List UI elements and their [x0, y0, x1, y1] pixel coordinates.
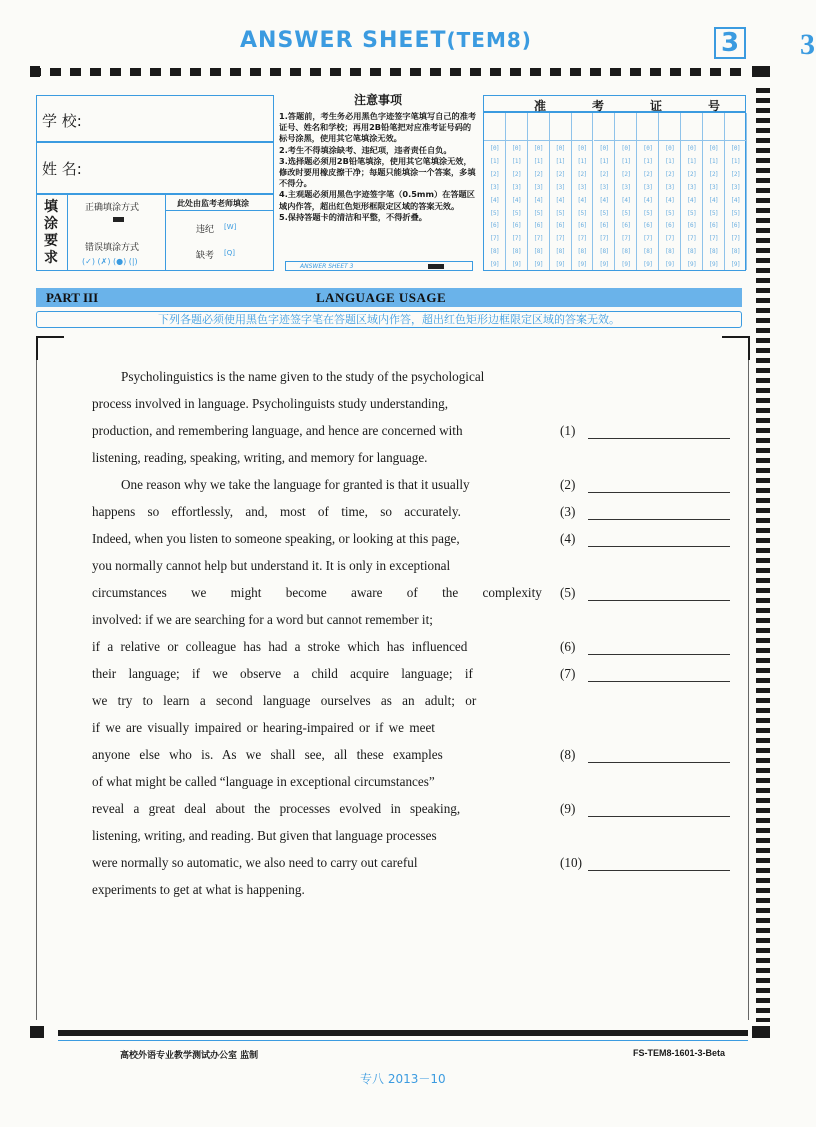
exam-id-bubble[interactable]: [2] — [665, 170, 675, 178]
exam-id-bubble[interactable]: [3] — [708, 183, 719, 191]
exam-id-column — [506, 113, 528, 270]
timing-track-top — [30, 68, 746, 76]
exam-id-bubble[interactable]: [4] — [708, 196, 719, 204]
exam-id-bubble[interactable]: [9] — [686, 261, 697, 269]
exam-id-bubble[interactable]: [0] — [599, 145, 609, 152]
notice-item-4: 4.主观题必须用黑色字迹签字笔（0.5mm）在答题区域内作答，超出红色矩形框限定区域的答案无效。 — [279, 189, 475, 211]
exam-id-bubble[interactable]: [6] — [643, 222, 653, 230]
exam-id-bubble[interactable]: [4] — [489, 196, 500, 204]
school-label: 学 校: — [42, 112, 82, 130]
exam-id-bubble[interactable]: [2] — [555, 170, 565, 178]
exam-id-digit-box[interactable] — [550, 113, 571, 141]
exam-id-bubble[interactable]: [2] — [730, 170, 741, 178]
answer-blank-8[interactable] — [588, 762, 730, 763]
passage-line-12: their language; if we observe a child acquire language; if — [92, 666, 473, 681]
wrong-fill-label: 错误填涂方式 — [85, 243, 140, 253]
exam-id-bubble[interactable]: [4] — [643, 196, 653, 204]
exam-id-bubble[interactable]: [2] — [489, 170, 500, 178]
exam-id-bubble[interactable]: [5] — [511, 209, 522, 217]
exam-id-bubble[interactable]: [6] — [511, 222, 522, 230]
exam-id-bubble[interactable]: [1] — [686, 157, 697, 165]
exam-id-bubble[interactable]: [4] — [730, 196, 741, 204]
exam-id-bubble[interactable]: [7] — [599, 235, 609, 243]
answer-blank-9[interactable] — [588, 816, 730, 817]
exam-id-char-3: 证 — [650, 99, 663, 113]
exam-id-bubble[interactable]: [8] — [599, 248, 609, 256]
exam-id-bubble[interactable]: [2] — [708, 170, 719, 178]
exam-id-bubble[interactable]: [6] — [599, 222, 609, 230]
passage-line-14: if we are visually impaired or hearing-impaired or if we meet — [92, 720, 435, 735]
exam-id-bubble[interactable]: [7] — [489, 235, 500, 243]
exam-id-bubble[interactable]: [1] — [577, 157, 587, 165]
blank-number-9: (9) — [560, 801, 576, 816]
exam-id-digit-box[interactable] — [681, 113, 702, 141]
exam-id-bubble[interactable]: [1] — [665, 157, 675, 165]
frame-corner-tr-v — [748, 336, 750, 360]
exam-id-bubble[interactable]: [2] — [643, 170, 653, 178]
answer-blank-1[interactable] — [588, 438, 730, 439]
answer-sheet-tag-text: ANSWER SHEET 3 — [300, 263, 354, 270]
exam-id-bubble[interactable]: [3] — [599, 183, 609, 191]
exam-id-bubble[interactable]: [6] — [489, 222, 500, 230]
timing-mark-bottom-left — [30, 1026, 44, 1038]
exam-id-column — [681, 113, 703, 270]
exam-id-bubble[interactable]: [1] — [643, 157, 653, 165]
exam-id-bubble[interactable]: [8] — [555, 248, 565, 256]
passage-line-19: were normally so automatic, we also need to carry out careful — [92, 855, 418, 870]
exam-id-bubble[interactable]: [0] — [577, 145, 587, 152]
correct-fill-label: 正确填涂方式 — [85, 203, 140, 213]
blank-number-5: (5) — [560, 585, 576, 600]
passage-line-8: you normally cannot help but understand it. It is only in exceptional — [92, 558, 451, 573]
exam-id-digit-box[interactable] — [594, 113, 615, 141]
title-suffix: (TEM8) — [446, 28, 532, 52]
exam-id-bubble[interactable]: [9] — [533, 261, 543, 269]
exam-id-bubble[interactable]: [6] — [665, 222, 675, 230]
exam-id-bubble[interactable]: [1] — [511, 157, 522, 165]
exam-id-digit-box[interactable] — [615, 113, 636, 141]
absent-bubble[interactable]: [Q] — [224, 249, 235, 257]
blank-number-1: (1) — [560, 423, 576, 438]
proctor-label: 此处由监考老师填涂 — [177, 199, 249, 208]
blank-number-7: (7) — [560, 666, 576, 681]
timing-track-right — [756, 88, 770, 1022]
answer-blank-10[interactable] — [588, 870, 730, 871]
exam-id-bubble[interactable]: [5] — [621, 209, 631, 217]
blank-number-4: (4) — [560, 531, 576, 546]
exam-id-bubble[interactable]: [6] — [730, 222, 741, 230]
exam-id-bubble[interactable]: [9] — [708, 261, 719, 269]
notice-item-1: 1.答题前，考生务必用黑色字迹签字笔填写自己的准考证号、姓名和学校；再用2B铅笔把对应准考证号码的标号涂黑，使用其它笔填涂无效。 — [279, 111, 477, 144]
exam-id-bubble[interactable]: [3] — [643, 183, 653, 191]
exam-id-bubble[interactable]: [8] — [577, 248, 587, 256]
exam-id-bubble[interactable]: [3] — [730, 183, 741, 191]
exam-id-bubble[interactable]: [4] — [621, 196, 631, 204]
exam-id-bubble[interactable]: [2] — [577, 170, 587, 178]
exam-id-column — [594, 113, 616, 270]
exam-id-bubble[interactable]: [0] — [730, 145, 741, 152]
violation-bubble[interactable]: [W] — [224, 223, 237, 231]
exam-id-bubble[interactable]: [0] — [555, 145, 565, 152]
title-number: 3 — [800, 28, 816, 61]
exam-id-column — [659, 113, 681, 270]
exam-id-bubble[interactable]: [9] — [577, 261, 587, 269]
blank-number-10: (10) — [560, 855, 582, 870]
absent-label: 缺考 — [196, 251, 215, 261]
exam-id-bubble[interactable]: [1] — [489, 157, 500, 165]
blank-number-3: (3) — [560, 504, 576, 519]
exam-id-digit-box[interactable] — [637, 113, 658, 141]
exam-id-bubble[interactable]: [5] — [686, 209, 697, 217]
exam-id-bubble[interactable]: [8] — [708, 248, 719, 256]
exam-id-bubble[interactable]: [7] — [577, 235, 587, 243]
exam-id-column — [725, 113, 747, 270]
exam-id-bubble[interactable]: [6] — [621, 222, 631, 230]
part-title: LANGUAGE USAGE — [316, 290, 447, 305]
passage-line-3: production, and remembering language, and hence are concerned with — [92, 423, 463, 438]
exam-id-grid — [483, 112, 746, 271]
notice-item-5: 5.保持答题卡的清洁和平整，不得折叠。 — [279, 211, 427, 222]
frame-corner-tl-v — [36, 336, 38, 360]
exam-id-bubble[interactable]: [7] — [686, 235, 697, 243]
exam-id-digit-box[interactable] — [506, 113, 527, 141]
blank-number-2: (2) — [560, 477, 576, 492]
exam-id-bubble[interactable]: [5] — [708, 209, 719, 217]
passage-line-10: involved: if we are searching for a word but cannot remember it; — [92, 612, 433, 627]
exam-id-bubble[interactable]: [8] — [621, 248, 631, 256]
exam-id-bubble[interactable]: [9] — [599, 261, 609, 269]
passage-line-20: experiments to get at what is happening. — [92, 882, 305, 897]
exam-id-digit-box[interactable] — [484, 113, 505, 141]
exam-id-bubble[interactable]: [1] — [730, 157, 741, 165]
timing-mark-bottom-right — [752, 1026, 770, 1038]
answer-blank-6[interactable] — [588, 654, 730, 655]
exam-id-bubble[interactable]: [5] — [665, 209, 675, 217]
exam-id-bubble[interactable]: [4] — [555, 196, 565, 204]
exam-id-bubble[interactable]: [1] — [533, 157, 543, 165]
blank-number-8: (8) — [560, 747, 576, 762]
exam-id-bubble[interactable]: [7] — [555, 235, 565, 243]
exam-id-bubble[interactable]: [4] — [511, 196, 522, 204]
exam-id-digit-box[interactable] — [528, 113, 549, 141]
notice-box — [279, 91, 477, 223]
exam-id-bubble[interactable]: [0] — [489, 145, 500, 152]
exam-id-bubble[interactable]: [2] — [621, 170, 631, 178]
exam-id-bubble[interactable]: [9] — [621, 261, 631, 269]
exam-id-bubble[interactable]: [6] — [555, 222, 565, 230]
exam-id-bubble[interactable]: [6] — [708, 222, 719, 230]
wrong-fill-samples: (✓) (✗) (●) (|) — [82, 257, 138, 266]
passage-line-7: Indeed, when you listen to someone speaking, or looking at this page, — [92, 531, 460, 546]
exam-id-bubble[interactable]: [9] — [511, 261, 522, 269]
exam-id-bubble[interactable]: [4] — [665, 196, 675, 204]
exam-id-bubble[interactable]: [8] — [665, 248, 675, 256]
exam-id-bubble[interactable]: [6] — [686, 222, 697, 230]
exam-id-bubble[interactable]: [8] — [511, 248, 522, 256]
exam-id-column — [637, 113, 659, 270]
exam-id-bubble[interactable]: [1] — [708, 157, 719, 165]
exam-id-char-2: 考 — [592, 99, 605, 113]
passage-line-4: listening, reading, speaking, writing, and memory for language. — [92, 450, 428, 465]
exam-id-column — [703, 113, 725, 270]
exam-id-bubble[interactable]: [4] — [577, 196, 587, 204]
exam-id-bubble[interactable]: [3] — [511, 183, 522, 191]
exam-id-bubble[interactable]: [4] — [686, 196, 697, 204]
exam-id-bubble[interactable]: [7] — [708, 235, 719, 243]
exam-id-bubble[interactable]: [7] — [643, 235, 653, 243]
notice-item-3: 3.选择题必须用2B铅笔填涂，使用其它笔填涂无效，修改时要用橡皮擦干净；每题只能填涂一个答案，多填不得分。 — [279, 155, 476, 189]
exam-id-bubble[interactable]: [5] — [489, 209, 500, 217]
frame-right-edge — [748, 360, 749, 1020]
sheet-title — [240, 28, 816, 62]
title-prefix: ANSWER SHEET — [240, 28, 447, 53]
exam-id-bubble[interactable]: [9] — [489, 261, 500, 269]
passage-line-5: One reason why we take the language for granted is that it usually — [121, 477, 470, 492]
exam-id-bubble[interactable]: [7] — [730, 235, 741, 243]
exam-id-bubble[interactable]: [0] — [708, 145, 719, 152]
sheet-mark — [428, 264, 444, 269]
bottom-bar — [58, 1030, 748, 1036]
exam-id-bubble[interactable]: [8] — [533, 248, 543, 256]
exam-id-bubble[interactable]: [8] — [686, 248, 697, 256]
exam-id-header — [483, 95, 746, 112]
passage-line-1: Psycholinguistics is the name given to the study of the psychological — [121, 369, 485, 384]
answer-blank-2[interactable] — [588, 492, 730, 493]
blank-number-6: (6) — [560, 639, 576, 654]
exam-id-column — [572, 113, 594, 270]
exam-id-bubble[interactable]: [0] — [533, 145, 543, 152]
answer-blank-5[interactable] — [588, 600, 730, 601]
exam-id-bubble[interactable]: [9] — [555, 261, 565, 269]
exam-id-column — [615, 113, 637, 270]
exam-id-bubble[interactable]: [1] — [599, 157, 609, 165]
exam-id-digit-box[interactable] — [659, 113, 680, 141]
passage-line-17: reveal a great deal about the processes evolved in speaking, — [92, 801, 461, 816]
exam-id-bubble[interactable]: [9] — [665, 261, 675, 269]
exam-id-bubble[interactable]: [0] — [511, 145, 522, 152]
exam-id-char-4: 号 — [708, 99, 721, 113]
answer-blank-3[interactable] — [588, 519, 730, 520]
part-instruction: 下列各题必须使用黑色字迹签字笔在答题区域内作答，超出红色矩形边框限定区域的答案无效。 — [36, 311, 742, 328]
exam-id-bubble[interactable]: [3] — [555, 183, 565, 191]
exam-id-bubble[interactable]: [3] — [686, 183, 697, 191]
notice-title: 注意事项 — [353, 93, 402, 107]
passage-line-9: circumstances we might become aware of the complexity — [92, 585, 542, 600]
exam-id-bubble[interactable]: [5] — [533, 209, 543, 217]
exam-id-bubble[interactable]: [0] — [621, 145, 631, 152]
frame-left-edge — [36, 360, 37, 1020]
exam-id-bubble[interactable]: [3] — [621, 183, 631, 191]
exam-id-column — [550, 113, 572, 270]
exam-id-bubble[interactable]: [6] — [577, 222, 587, 230]
answer-blank-4[interactable] — [588, 546, 730, 547]
exam-id-digit-box[interactable] — [572, 113, 593, 141]
exam-id-bubble[interactable]: [6] — [533, 222, 543, 230]
exam-id-bubble[interactable]: [0] — [643, 145, 653, 152]
passage-line-11: if a relative or colleague has had a stroke which has influenced — [92, 639, 468, 654]
exam-id-bubble[interactable]: [7] — [665, 235, 675, 243]
exam-id-bubble[interactable]: [4] — [599, 196, 609, 204]
timing-mark-top-right — [752, 66, 770, 77]
exam-id-bubble[interactable]: [0] — [686, 145, 697, 152]
exam-id-column — [528, 113, 550, 270]
frame-corner-tr — [722, 336, 750, 338]
passage-line-6: happens so effortlessly, and, most of time, so accurately. — [92, 504, 461, 519]
exam-id-column — [484, 113, 506, 270]
name-label: 姓 名: — [42, 160, 82, 178]
exam-id-bubble[interactable]: [4] — [533, 196, 543, 204]
exam-id-bubble[interactable]: [0] — [665, 145, 675, 152]
exam-id-bubble[interactable]: [2] — [533, 170, 543, 178]
exam-id-bubble[interactable]: [5] — [577, 209, 587, 217]
exam-id-bubble[interactable]: [1] — [621, 157, 631, 165]
exam-id-bubble[interactable]: [8] — [643, 248, 653, 256]
fill-rules-label: 填涂要求 — [44, 199, 58, 266]
exam-id-digit-box[interactable] — [725, 113, 746, 141]
passage-line-16: of what might be called “language in exceptional circumstances” — [92, 774, 435, 789]
exam-id-bubble[interactable]: [5] — [555, 209, 565, 217]
exam-id-bubble[interactable]: [2] — [599, 170, 609, 178]
answer-blank-7[interactable] — [588, 681, 730, 682]
passage-line-15: anyone else who is. As we shall see, all these examples — [92, 747, 443, 762]
exam-id-bubble[interactable]: [5] — [599, 209, 609, 217]
exam-id-bubble[interactable]: [2] — [686, 170, 697, 178]
footer-form-code: FS-TEM8-1601-3-Beta — [633, 1048, 726, 1058]
exam-id-bubble[interactable]: [3] — [577, 183, 587, 191]
footer-exam-date: 专八 2013－10 — [360, 1072, 446, 1086]
footer-publisher: 高校外语专业教学测试办公室 监制 — [120, 1051, 259, 1061]
exam-id-bubble[interactable]: [7] — [621, 235, 631, 243]
exam-id-bubble[interactable]: [3] — [533, 183, 543, 191]
exam-id-bubble[interactable]: [7] — [533, 235, 543, 243]
frame-corner-tl — [36, 336, 64, 338]
exam-id-bubble[interactable]: [5] — [643, 209, 653, 217]
correct-fill-sample — [113, 217, 124, 222]
exam-id-bubble[interactable]: [9] — [643, 261, 653, 269]
passage-line-13: we try to learn a second language ourselves as an adult; or — [92, 693, 477, 708]
exam-id-bubble[interactable]: [3] — [489, 183, 500, 191]
part-header — [36, 288, 742, 307]
passage-line-2: process involved in language. Psycholinguists study understanding, — [92, 396, 449, 411]
notice-item-2: 2.考生不得填涂缺考、违纪项，违者责任自负。 — [279, 144, 452, 155]
exam-id-bubble[interactable]: [5] — [730, 209, 741, 217]
violation-label: 违纪 — [196, 225, 215, 235]
exam-id-bubble[interactable]: [7] — [511, 235, 522, 243]
exam-id-bubble[interactable]: [2] — [511, 170, 522, 178]
exam-id-bubble[interactable]: [8] — [730, 248, 741, 256]
answer-sheet-tag — [285, 261, 473, 271]
exam-id-bubble[interactable]: [9] — [730, 261, 741, 269]
exam-id-bubble[interactable]: [3] — [665, 183, 675, 191]
bottom-rule — [58, 1040, 748, 1041]
passage-line-18: listening, writing, and reading. But given that language processes — [92, 828, 437, 843]
corner-sheet-number: 3 — [714, 27, 746, 59]
exam-id-bubble[interactable]: [1] — [555, 157, 565, 165]
exam-id-digit-box[interactable] — [703, 113, 724, 141]
part-label: PART III — [46, 290, 99, 305]
exam-id-char-1: 准 — [534, 99, 547, 113]
exam-id-bubble[interactable]: [8] — [489, 248, 500, 256]
